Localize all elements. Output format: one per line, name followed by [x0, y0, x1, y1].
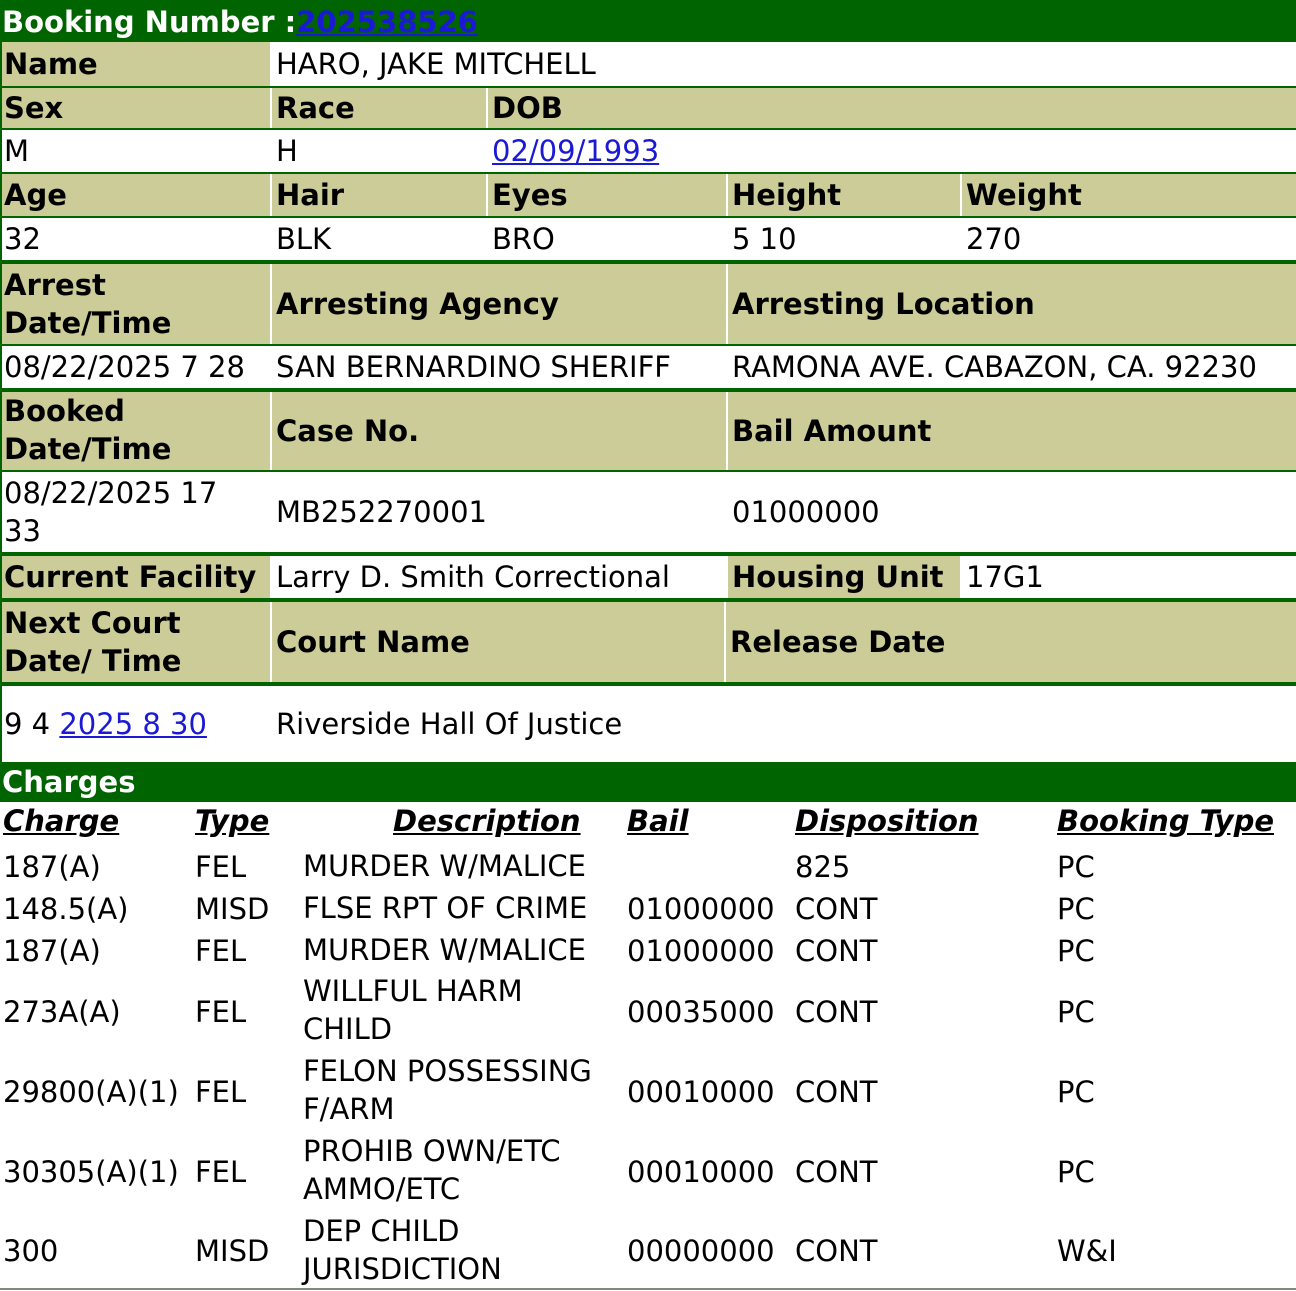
arrest-datetime-label — [0, 264, 270, 344]
description-cell — [303, 1132, 561, 1208]
description-cell — [303, 1212, 502, 1288]
court-name-value: Riverside Hall Of Justice — [272, 686, 724, 762]
booked-datetime-label-line1: Booked — [4, 394, 125, 428]
disposition-cell: CONT — [795, 1234, 878, 1268]
booked-datetime-label — [0, 392, 270, 470]
description-line: MURDER W/MALICE — [303, 933, 587, 967]
disposition-cell: CONT — [795, 1075, 878, 1109]
disposition-cell: CONT — [795, 1155, 878, 1189]
disposition-cell: CONT — [795, 934, 878, 968]
booking-type-cell: W&I — [1057, 1234, 1117, 1268]
type-cell: MISD — [195, 1234, 270, 1268]
type-cell: FEL — [195, 1155, 247, 1189]
arrest-datetime-value: 08/22/2025 7 28 — [0, 346, 270, 388]
hair-label: Hair — [272, 174, 486, 216]
current-facility-value: Larry D. Smith Correctional — [272, 556, 726, 598]
weight-value: 270 — [962, 218, 1296, 260]
hair-value: BLK — [272, 218, 486, 260]
divider-line — [0, 598, 1296, 602]
case-no-value: MB252270001 — [272, 472, 726, 552]
next-court-label — [0, 602, 270, 682]
description-line: FLSE RPT OF CRIME — [303, 891, 588, 925]
charge-cell: 300 — [3, 1234, 59, 1268]
disposition-cell: 825 — [795, 850, 851, 884]
description-line: F/ARM — [303, 1092, 395, 1126]
bail-amount-value: 01000000 — [728, 472, 960, 552]
description-cell — [303, 972, 523, 1048]
charges-bar: Charges — [0, 762, 1296, 802]
type-cell: FEL — [195, 934, 247, 968]
booking-type-cell: PC — [1057, 850, 1095, 884]
type-column-header[interactable]: Type — [195, 804, 270, 838]
sex-label: Sex — [0, 88, 270, 128]
booked-datetime-value — [0, 472, 270, 552]
booking-number-label: Booking Number : — [2, 5, 297, 39]
booking-type-cell: PC — [1057, 934, 1095, 968]
booking-type-column-header[interactable]: Booking Type — [1057, 804, 1274, 838]
booking-type-cell: PC — [1057, 995, 1095, 1029]
booked-datetime-line1: 08/22/2025 17 — [4, 476, 218, 510]
height-value: 5 10 — [728, 218, 960, 260]
charge-cell: 29800(A)(1) — [3, 1075, 179, 1109]
weight-label: Weight — [962, 174, 1296, 216]
description-column-header[interactable]: Description — [393, 804, 581, 838]
bail-amount-empty — [962, 472, 1296, 552]
divider-line — [0, 216, 1296, 218]
description-cell — [303, 847, 586, 885]
current-facility-label: Current Facility — [0, 556, 270, 598]
divider-line — [0, 388, 1296, 392]
description-cell — [303, 889, 587, 927]
dob-link[interactable]: 02/09/1993 — [492, 134, 660, 168]
description-cell — [303, 1052, 592, 1128]
disposition-cell: CONT — [795, 995, 878, 1029]
booked-datetime-line2: 33 — [4, 514, 41, 548]
next-court-prefix: 9 4 — [4, 707, 60, 741]
sex-value: M — [0, 130, 270, 172]
type-cell: FEL — [195, 1075, 247, 1109]
left-border — [0, 42, 2, 762]
booked-datetime-label-line2: Date/Time — [4, 432, 172, 466]
arresting-agency-value: SAN BERNARDINO SHERIFF — [272, 346, 726, 388]
case-no-label: Case No. — [272, 392, 726, 470]
description-line: JURISDICTION — [303, 1252, 502, 1286]
next-court-label-line1: Next Court — [4, 606, 181, 640]
description-line: CHILD — [303, 1012, 393, 1046]
charge-cell: 187(A) — [3, 934, 101, 968]
bottom-border — [0, 1288, 1296, 1290]
arrest-datetime-label-line1: Arrest — [4, 268, 106, 302]
eyes-value: BRO — [488, 218, 726, 260]
race-label: Race — [272, 88, 486, 128]
dob-label: DOB — [488, 88, 1296, 128]
top-border — [0, 0, 1296, 2]
description-cell — [303, 931, 586, 969]
bail-amount-label: Bail Amount — [728, 392, 1296, 470]
age-value: 32 — [0, 218, 270, 260]
release-date-label: Release Date — [726, 602, 1296, 682]
arresting-location-value: RAMONA AVE. CABAZON, CA. 92230 — [728, 346, 1296, 388]
dob-cell — [488, 130, 1296, 172]
bail-cell: 01000000 — [627, 892, 775, 926]
divider-line — [0, 552, 1296, 556]
disposition-cell: CONT — [795, 892, 878, 926]
bail-cell: 00010000 — [627, 1155, 775, 1189]
height-label: Height — [728, 174, 960, 216]
housing-unit-label: Housing Unit — [728, 556, 960, 598]
arrest-datetime-label-line2: Date/Time — [4, 306, 172, 340]
charge-cell: 30305(A)(1) — [3, 1155, 179, 1189]
bail-column-header[interactable]: Bail — [627, 804, 689, 838]
bail-cell: 00000000 — [627, 1234, 775, 1268]
next-court-label-line2: Date/ Time — [4, 644, 182, 678]
arresting-agency-label: Arresting Agency — [272, 264, 726, 344]
divider-line — [0, 260, 1296, 264]
booking-number-bar — [0, 2, 1296, 42]
description-line: MURDER W/MALICE — [303, 849, 587, 883]
booking-type-cell: PC — [1057, 892, 1095, 926]
disposition-column-header[interactable]: Disposition — [795, 804, 979, 838]
divider-line — [0, 470, 1296, 472]
charge-cell: 148.5(A) — [3, 892, 129, 926]
description-line: DEP CHILD — [303, 1214, 460, 1248]
bail-cell: 00010000 — [627, 1075, 775, 1109]
bail-cell: 01000000 — [627, 934, 775, 968]
race-value: H — [272, 130, 486, 172]
next-court-link[interactable]: 2025 8 30 — [59, 707, 207, 741]
charge-cell: 187(A) — [3, 850, 101, 884]
divider-line — [0, 128, 1296, 130]
release-date-value — [726, 686, 1296, 762]
description-line: FELON POSSESSING — [303, 1054, 592, 1088]
age-label: Age — [0, 174, 270, 216]
divider-line — [0, 344, 1296, 346]
divider-line — [0, 682, 1296, 686]
eyes-label: Eyes — [488, 174, 726, 216]
type-cell: MISD — [195, 892, 270, 926]
next-court-value — [0, 686, 270, 762]
court-name-label: Court Name — [272, 602, 724, 682]
description-line: AMMO/ETC — [303, 1172, 461, 1206]
description-line: WILLFUL HARM — [303, 974, 523, 1008]
name-value: HARO, JAKE MITCHELL — [272, 42, 1296, 86]
name-label: Name — [0, 42, 270, 86]
charge-column-header[interactable]: Charge — [3, 804, 120, 838]
housing-unit-value: 17G1 — [962, 556, 1296, 598]
booking-number-link[interactable]: 202538526 — [296, 5, 478, 39]
booking-type-cell: PC — [1057, 1155, 1095, 1189]
arresting-location-label: Arresting Location — [728, 264, 1296, 344]
divider-line — [0, 86, 1296, 88]
type-cell: FEL — [195, 995, 247, 1029]
type-cell: FEL — [195, 850, 247, 884]
divider-line — [0, 172, 1296, 174]
bail-cell: 00035000 — [627, 995, 775, 1029]
description-line: PROHIB OWN/ETC — [303, 1134, 561, 1168]
booking-type-cell: PC — [1057, 1075, 1095, 1109]
charge-cell: 273A(A) — [3, 995, 121, 1029]
